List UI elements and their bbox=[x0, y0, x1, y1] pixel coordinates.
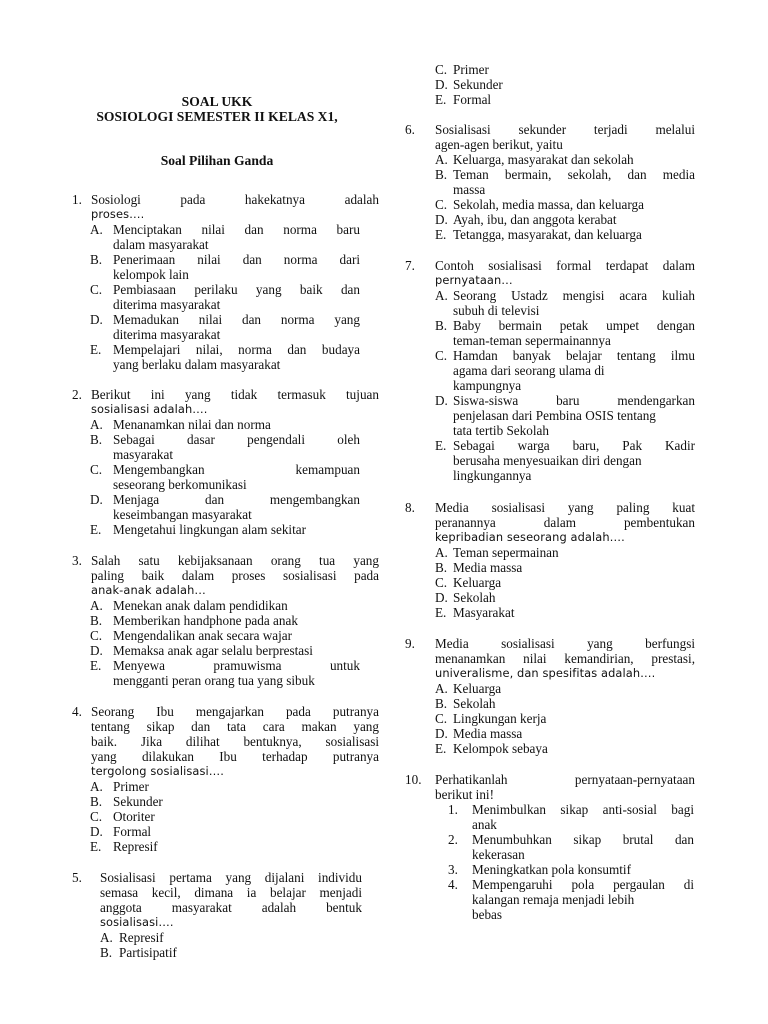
option-text: bebas bbox=[472, 907, 503, 922]
option-label: D. bbox=[435, 393, 448, 408]
option-text: Meningkatkan pola konsumtif bbox=[472, 862, 631, 877]
option-text: kekerasan bbox=[472, 847, 525, 862]
option-label: E. bbox=[435, 438, 447, 453]
option-label: 4. bbox=[448, 877, 458, 892]
option-label: C. bbox=[90, 462, 103, 477]
option-text: diterima masyarakat bbox=[113, 327, 221, 342]
question-text: yang dilakukan Ibu terhadap putranya bbox=[91, 749, 379, 764]
option-text: Lingkungan kerja bbox=[453, 711, 547, 726]
option-label: A. bbox=[100, 930, 113, 945]
question-number: 7. bbox=[405, 258, 415, 273]
option-label: A. bbox=[435, 152, 448, 167]
question-number: 8. bbox=[405, 500, 415, 515]
option-text: massa bbox=[453, 182, 486, 197]
option-text: penjelasan dari Pembina OSIS tentang bbox=[453, 408, 656, 423]
option-text: Menanamkan nilai dan norma bbox=[113, 417, 271, 432]
question-number: 10. bbox=[405, 772, 422, 787]
exam-title: SOAL UKK bbox=[181, 94, 253, 109]
option-text: Hamdan banyak belajar tentang ilmu bbox=[453, 348, 695, 363]
option-text: Memaksa anak agar selalu berprestasi bbox=[113, 643, 313, 658]
option-text: Mengendalikan anak secara wajar bbox=[113, 628, 293, 643]
option-text: Teman bermain, sekolah, dan media bbox=[453, 167, 695, 182]
option-label: E. bbox=[90, 839, 102, 854]
question-number: 6. bbox=[405, 122, 415, 137]
option-label: C. bbox=[435, 711, 448, 726]
question-text: univeralisme, dan spesifitas adalah…. bbox=[435, 666, 656, 680]
option-text: yang berlaku dalam masyarakat bbox=[113, 357, 281, 372]
question-text: sosialisasi…. bbox=[100, 915, 174, 929]
option-text: Sekolah bbox=[453, 590, 496, 605]
question-text: sosialisasi adalah…. bbox=[91, 402, 208, 416]
exam-subtitle: SOSIOLOGI SEMESTER II KELAS X1, bbox=[96, 109, 338, 124]
option-label: A. bbox=[90, 222, 103, 237]
question-text: agen-agen berikut, yaitu bbox=[435, 137, 563, 152]
option-label: E. bbox=[435, 605, 447, 620]
option-text: Formal bbox=[113, 824, 152, 839]
option-label: C. bbox=[435, 575, 448, 590]
option-text: Sebagai warga baru, Pak Kadir bbox=[453, 438, 695, 453]
option-label: D. bbox=[435, 726, 448, 741]
option-label: A. bbox=[90, 598, 103, 613]
question-text: Media sosialisasi yang berfungsi bbox=[435, 636, 695, 651]
option-label: 1. bbox=[448, 802, 458, 817]
option-text: Menumbuhkan sikap brutal dan bbox=[472, 832, 694, 847]
option-text: Memberikan handphone pada anak bbox=[113, 613, 298, 628]
option-text: kampungnya bbox=[453, 378, 522, 393]
option-text: agama dari seorang ulama di bbox=[453, 363, 605, 378]
section-title: Soal Pilihan Ganda bbox=[160, 153, 274, 168]
option-label: E. bbox=[435, 741, 447, 756]
question-text: Seorang Ibu mengajarkan pada putranya bbox=[91, 704, 379, 719]
option-label: B. bbox=[100, 945, 113, 960]
option-text: berusaha menyesuaikan diri dengan bbox=[453, 453, 642, 468]
option-text: Formal bbox=[453, 92, 492, 107]
question-text: Contoh sosialisasi formal terdapat dalam bbox=[435, 258, 695, 273]
option-label: E. bbox=[90, 658, 102, 673]
question-text: paling baik dalam proses sosialisasi pada bbox=[91, 568, 379, 583]
option-text: mengganti peran orang tua yang sibuk bbox=[113, 673, 315, 688]
option-text: Primer bbox=[113, 779, 149, 794]
option-label: D. bbox=[435, 77, 448, 92]
option-text: Represif bbox=[119, 930, 164, 945]
option-label: C. bbox=[435, 197, 448, 212]
option-text: Primer bbox=[453, 62, 489, 77]
option-text: Keluarga, masyarakat dan sekolah bbox=[453, 152, 634, 167]
option-label: B. bbox=[90, 432, 103, 447]
option-text: Mengembangkan kemampuan bbox=[113, 462, 360, 477]
option-text: Ayah, ibu, dan anggota kerabat bbox=[453, 212, 617, 227]
question-text: Salah satu kebijaksanaan orang tua yang bbox=[91, 553, 379, 568]
question-number: 3. bbox=[72, 553, 82, 568]
question-text: tergolong sosialisasi…. bbox=[91, 764, 224, 778]
option-text: Media massa bbox=[453, 726, 523, 741]
option-text: masyarakat bbox=[113, 447, 174, 462]
option-text: Masyarakat bbox=[453, 605, 515, 620]
option-text: Baby bermain petak umpet dengan bbox=[453, 318, 695, 333]
option-text: tata tertib Sekolah bbox=[453, 423, 549, 438]
option-text: Menciptakan nilai dan norma baru bbox=[113, 222, 360, 237]
question-text: menanamkan nilai kemandirian, prestasi, bbox=[435, 651, 695, 666]
option-label: 2. bbox=[448, 832, 458, 847]
option-text: Menekan anak dalam pendidikan bbox=[113, 598, 288, 613]
question-text: anggota masyarakat adalah bentuk bbox=[100, 900, 362, 915]
option-text: Menyewa pramuwisma untuk bbox=[113, 658, 360, 673]
option-label: E. bbox=[90, 342, 102, 357]
question-text: anak-anak adalah… bbox=[91, 583, 206, 597]
option-text: anak bbox=[472, 817, 497, 832]
question-text: proses…. bbox=[91, 207, 145, 221]
option-text: Sekolah bbox=[453, 696, 496, 711]
option-text: Tetangga, masyarakat, dan keluarga bbox=[453, 227, 642, 242]
option-label: D. bbox=[90, 492, 103, 507]
option-text: lingkungannya bbox=[453, 468, 532, 483]
option-text: Siswa-siswa baru mendengarkan bbox=[453, 393, 695, 408]
question-text: Sosialisasi sekunder terjadi melalui bbox=[435, 122, 695, 137]
option-label: B. bbox=[90, 613, 103, 628]
question-text: Sosiologi pada hakekatnya adalah bbox=[91, 192, 379, 207]
option-text: kelompok lain bbox=[113, 267, 189, 282]
option-text: Mempengaruhi pola pergaulan di bbox=[472, 877, 694, 892]
option-text: Pembiasaan perilaku yang baik dan bbox=[113, 282, 360, 297]
option-label: B. bbox=[435, 318, 448, 333]
option-label: D. bbox=[90, 312, 103, 327]
question-text: pernyataan… bbox=[435, 273, 513, 287]
question-text: Sosialisasi pertama yang dijalani individu bbox=[100, 870, 362, 885]
option-label: B. bbox=[435, 560, 448, 575]
option-label: A. bbox=[90, 779, 103, 794]
question-number: 4. bbox=[72, 704, 82, 719]
option-text: Menjaga dan mengembangkan bbox=[113, 492, 360, 507]
option-text: Sekunder bbox=[113, 794, 163, 809]
option-text: Mengetahui lingkungan alam sekitar bbox=[113, 522, 306, 537]
question-text: baik. Jika dilihat bentuknya, sosialisasi bbox=[91, 734, 379, 749]
question-text: Media sosialisasi yang paling kuat bbox=[435, 500, 695, 515]
option-text: Keluarga bbox=[453, 681, 502, 696]
question-text: semasa kecil, dimana ia belajar menjadi bbox=[100, 885, 362, 900]
option-text: keseimbangan masyarakat bbox=[113, 507, 252, 522]
option-label: D. bbox=[435, 590, 448, 605]
question-text: kepribadian seseorang adalah…. bbox=[435, 530, 625, 544]
option-label: A. bbox=[435, 288, 448, 303]
option-text: Keluarga bbox=[453, 575, 502, 590]
option-label: C. bbox=[90, 628, 103, 643]
option-label: C. bbox=[90, 282, 103, 297]
question-text: berikut ini! bbox=[435, 787, 494, 802]
option-label: A. bbox=[435, 681, 448, 696]
option-text: Media massa bbox=[453, 560, 523, 575]
question-text: Perhatikanlah pernyataan-pernyataan bbox=[435, 772, 695, 787]
option-text: Otoriter bbox=[113, 809, 155, 824]
option-text: subuh di televisi bbox=[453, 303, 540, 318]
option-label: C. bbox=[435, 62, 448, 77]
option-label: A. bbox=[435, 545, 448, 560]
question-number: 2. bbox=[72, 387, 82, 402]
option-label: B. bbox=[435, 167, 448, 182]
option-text: dalam masyarakat bbox=[113, 237, 209, 252]
option-text: Teman sepermainan bbox=[453, 545, 559, 560]
option-text: Seorang Ustadz mengisi acara kuliah bbox=[453, 288, 695, 303]
option-label: C. bbox=[435, 348, 448, 363]
question-number: 1. bbox=[72, 192, 82, 207]
option-label: 3. bbox=[448, 862, 458, 877]
option-text: Sekolah, media massa, dan keluarga bbox=[453, 197, 644, 212]
question-text: peranannya dalam pembentukan bbox=[435, 515, 695, 530]
option-text: teman-teman sepermainannya bbox=[453, 333, 611, 348]
option-text: Memadukan nilai dan norma yang bbox=[113, 312, 360, 327]
option-text: Represif bbox=[113, 839, 158, 854]
option-text: seseorang berkomunikasi bbox=[113, 477, 247, 492]
question-number: 5. bbox=[72, 870, 82, 885]
option-text: Sebagai dasar pengendali oleh bbox=[113, 432, 360, 447]
option-label: E. bbox=[90, 522, 102, 537]
option-text: Menimbulkan sikap anti-sosial bagi bbox=[472, 802, 694, 817]
option-label: A. bbox=[90, 417, 103, 432]
option-text: Partisipatif bbox=[119, 945, 177, 960]
option-label: B. bbox=[90, 252, 103, 267]
question-text: tentang sikap dan tata cara makan yang bbox=[91, 719, 379, 734]
option-label: B. bbox=[90, 794, 103, 809]
option-label: D. bbox=[90, 643, 103, 658]
option-text: diterima masyarakat bbox=[113, 297, 221, 312]
option-label: C. bbox=[90, 809, 103, 824]
option-label: E. bbox=[435, 227, 447, 242]
option-label: D. bbox=[90, 824, 103, 839]
option-text: Penerimaan nilai dan norma dari bbox=[113, 252, 360, 267]
option-text: Mempelajari nilai, norma dan budaya bbox=[113, 342, 360, 357]
option-label: D. bbox=[435, 212, 448, 227]
option-label: E. bbox=[435, 92, 447, 107]
question-text: Berikut ini yang tidak termasuk tujuan bbox=[91, 387, 379, 402]
option-text: Sekunder bbox=[453, 77, 503, 92]
option-label: B. bbox=[435, 696, 448, 711]
option-text: kalangan remaja menjadi lebih bbox=[472, 892, 635, 907]
question-number: 9. bbox=[405, 636, 415, 651]
option-text: Kelompok sebaya bbox=[453, 741, 548, 756]
